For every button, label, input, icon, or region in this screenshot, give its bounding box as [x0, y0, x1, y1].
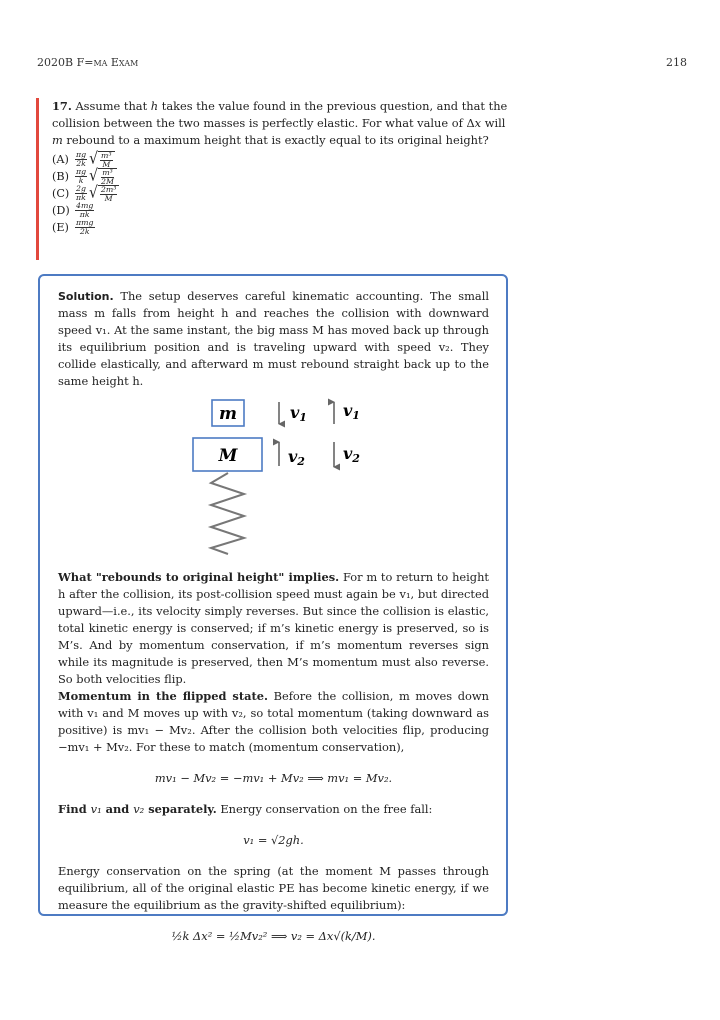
small-mass-label: m — [219, 404, 237, 424]
equation-spring: ½k Δx² = ½Mv₂² ⟹ v₂ = Δx√(k/M). — [171, 929, 376, 943]
spring — [211, 473, 244, 554]
solution-intro: Solution. The setup deserves careful kinematic accounting. The small mass m falls from height h and reaches the collision with downward speed v₁. At the same instant, the big mass M has moved back up through its equilibrium position and is traveling upward with speed v₂. They collide elastically, and afterward m must rebound straight back up to the same height h. — [58, 289, 489, 388]
choice-c: (C) $\frac{2g}{\pi k}$ √ $\frac{\text{2m³}}{M}$ — [52, 185, 512, 202]
answer-choices — [52, 151, 512, 236]
section-find-v: Find v₁ and v₂ separately. Energy conservation on the free fall: — [58, 802, 433, 816]
choice-d: (D) $\frac{4mg}{\pi k}$ — [52, 201, 94, 219]
section-spring-energy: Energy conservation on the spring (at the moment M passes through equilibrium, all of the original elastic PE has become kinetic energy, if we measure the equilibrium as the gravity-shifted equilibrium): — [58, 864, 489, 912]
equation-momentum: mv₁ − Mv₂ = −mv₁ + Mv₂ ⟹ mv₁ = Mv₂. — [154, 771, 393, 785]
choice-e: (E) $\frac{\text{πmg}}{2k}$ — [52, 218, 94, 236]
problem-17 — [36, 98, 512, 260]
v1-after-label: v1 — [343, 401, 360, 422]
choice-a: (A) $\frac{\pi g}{2k}$ √ $\frac{\text{m³}}{M}$ — [52, 151, 512, 168]
solution-box — [38, 274, 508, 943]
problem-statement: 17. Assume that h takes the value found in the previous question, and that the collision between the two masses is perfectly elastic. For what value of Δx will m rebound to a maximum height that is exactly equal to its original height? — [52, 99, 508, 147]
v1-before-label: v1 — [290, 403, 307, 424]
page-number: 218 — [666, 56, 687, 69]
problem-number: 17. — [52, 99, 72, 113]
section-momentum: Momentum in the flipped state. Before the collision, m moves down with v₁ and M moves up with v₂, so total momentum (taking downward as positive) is mv₁ − Mv₂. After the collision both velocities flip, producing −mv₁ + Mv₂. For these to match (momentum conservation), — [58, 689, 489, 754]
v2-before-label: v2 — [288, 447, 305, 468]
choice-b: (B) $\frac{\pi g}{k}$ √ $\frac{\text{m³}}{2M}$ — [52, 168, 512, 185]
big-mass-label: M — [218, 446, 238, 466]
v2-after-label: v2 — [343, 444, 360, 465]
collision-diagram — [58, 398, 492, 563]
equation-free-fall: v₁ = √2gh. — [243, 833, 304, 847]
exam-title: 2020B F=ma Exam — [37, 56, 139, 69]
section-rebound: What "rebounds to original height" implies. For m to return to height h after the collision, its post-collision speed must again be v₁, but directed upward—i.e., its velocity simply reverses. But since the collision is elastic, total kinetic energy is conserved; if m’s kinetic energy is preserved, so is M’s. And by momentum conservation, if m’s momentum reverses sign while its magnitude is preserved, then M’s momentum must also reverse. So both velocities flip. — [58, 570, 490, 686]
